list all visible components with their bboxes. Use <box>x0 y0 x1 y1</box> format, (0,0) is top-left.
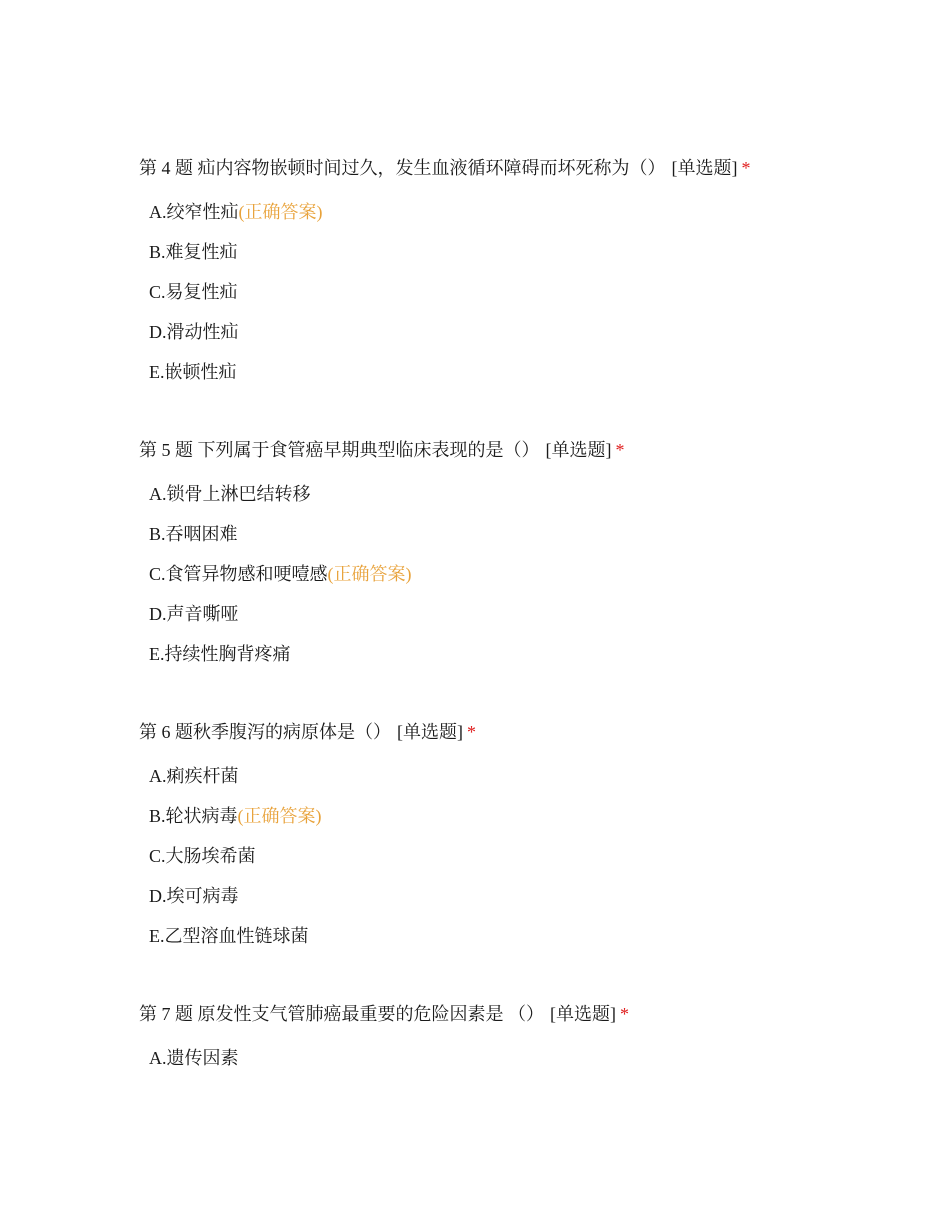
required-mark: * <box>620 1004 629 1024</box>
question-title <box>139 1002 899 1026</box>
option-list <box>149 1046 239 1086</box>
question-4 <box>139 156 899 382</box>
option-label: E.嵌顿性疝 <box>149 362 237 382</box>
question-5 <box>139 438 899 664</box>
option-b[interactable] <box>149 804 322 844</box>
required-mark: * <box>467 722 476 742</box>
question-title <box>139 438 899 462</box>
option-label: A.绞窄性疝 <box>149 202 239 222</box>
option-label: A.锁骨上淋巴结转移 <box>149 484 311 504</box>
option-a[interactable] <box>149 1046 239 1086</box>
option-list <box>149 200 323 400</box>
question-title <box>139 720 899 744</box>
option-c[interactable] <box>149 280 323 320</box>
question-number: 第 5 题 <box>139 440 193 460</box>
option-label: D.滑动性疝 <box>149 322 239 342</box>
correct-answer-marker: (正确答案) <box>238 202 323 222</box>
required-mark: * <box>615 440 625 460</box>
option-c[interactable] <box>149 562 412 602</box>
question-number: 第 7 题 <box>139 1004 193 1024</box>
option-label: C.大肠埃希菌 <box>149 846 256 866</box>
question-7 <box>139 1002 899 1068</box>
question-type: [单选题] <box>671 158 738 178</box>
option-a[interactable] <box>149 200 323 240</box>
option-label: B.难复性疝 <box>149 242 238 262</box>
option-e[interactable] <box>149 642 412 682</box>
option-label: C.食管异物感和哽噎感 <box>149 564 328 584</box>
option-label: A.遗传因素 <box>149 1048 239 1068</box>
option-label: C.易复性疝 <box>149 282 238 302</box>
required-mark: * <box>741 158 751 178</box>
option-d[interactable] <box>149 884 322 924</box>
option-d[interactable] <box>149 602 412 642</box>
option-label: D.声音嘶哑 <box>149 604 239 624</box>
correct-answer-marker: (正确答案) <box>327 564 412 584</box>
question-type: [单选题] <box>550 1004 616 1024</box>
option-e[interactable] <box>149 360 323 400</box>
option-label: B.轮状病毒 <box>149 806 238 826</box>
option-b[interactable] <box>149 240 323 280</box>
question-text: 下列属于食管癌早期典型临床表现的是（） <box>193 440 540 460</box>
question-number: 第 6 题 <box>139 722 193 742</box>
question-type: [单选题] <box>545 440 612 460</box>
option-a[interactable] <box>149 764 322 804</box>
question-number: 第 4 题 <box>139 158 193 178</box>
question-6 <box>139 720 899 946</box>
option-a[interactable] <box>149 482 412 522</box>
option-label: D.埃可病毒 <box>149 886 239 906</box>
question-text: 疝内容物嵌顿时间过久，发生血液循环障碍而坏死称为（） <box>193 158 666 178</box>
option-c[interactable] <box>149 844 322 884</box>
question-title <box>139 156 899 180</box>
question-type: [单选题] <box>397 722 463 742</box>
question-text: 原发性支气管肺癌最重要的危险因素是 （） <box>193 1004 544 1024</box>
correct-answer-marker: (正确答案) <box>237 806 322 826</box>
option-e[interactable] <box>149 924 322 964</box>
option-label: E.持续性胸背疼痛 <box>149 644 291 664</box>
option-b[interactable] <box>149 522 412 562</box>
option-list <box>149 482 412 682</box>
question-text: 秋季腹泻的病原体是（） <box>193 722 391 742</box>
option-label: A.痢疾杆菌 <box>149 766 239 786</box>
option-list <box>149 764 322 964</box>
option-label: B.吞咽困难 <box>149 524 238 544</box>
option-d[interactable] <box>149 320 323 360</box>
option-label: E.乙型溶血性链球菌 <box>149 926 309 946</box>
